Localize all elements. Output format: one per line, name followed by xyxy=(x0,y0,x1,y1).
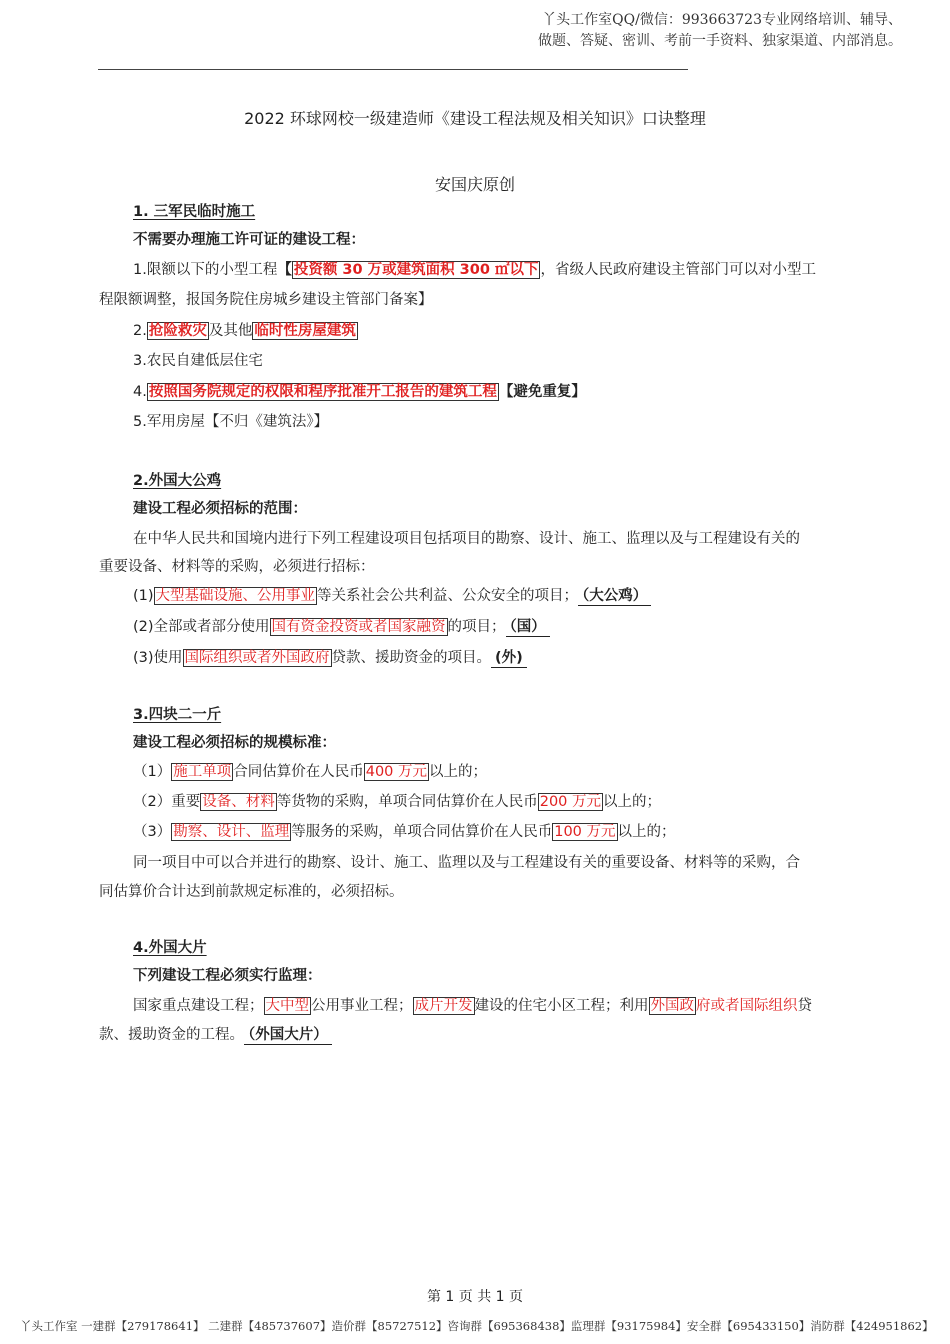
highlight-box: 大中型 xyxy=(265,998,309,1014)
item-text: (3)使用 xyxy=(133,650,183,666)
page-number: 第 1 页 共 1 页 xyxy=(426,1289,524,1305)
item-text: 贷 xyxy=(797,998,812,1014)
highlight-box: 抢险救灾 xyxy=(148,323,207,339)
section-3-heading: 3.四块二一斤 xyxy=(133,707,222,723)
item-text: 的项目； xyxy=(447,619,506,635)
section-2-heading: 2.外国大公鸡 xyxy=(133,473,222,489)
highlight-box: 临时性房屋建筑 xyxy=(254,323,356,339)
item-text: 建设的住宅小区工程；利用 xyxy=(474,998,649,1014)
item-text: (2)全部或者部分使用 xyxy=(133,619,270,635)
highlight-box: 施工单项 xyxy=(173,764,232,780)
item-note: 【避免重复】 xyxy=(498,384,586,400)
section-1-subheading: 不需要办理施工许可证的建设工程： xyxy=(133,232,365,248)
section-3-item-1 xyxy=(133,761,487,783)
item-text: 4. xyxy=(133,384,147,400)
section-3-subheading: 建设工程必须招标的规模标准： xyxy=(133,735,336,751)
highlight-box: 成片开发 xyxy=(414,998,473,1014)
footer-group-list: 丫头工作室 一建群【279178641】 二建群【485737607】造价群【85727512】咨询群【695368438】监理群【93175984】安全群【695433150】消防群【424951862】 xyxy=(20,1319,934,1333)
bracket-open: 【 xyxy=(277,262,292,278)
highlight-box: 投资额 30 万或建筑面积 300 ㎡以下 xyxy=(293,262,539,278)
section-2-subheading: 建设工程必须招标的范围： xyxy=(133,501,307,517)
item-text: 以上的； xyxy=(429,764,488,780)
section-1-item-4 xyxy=(133,381,586,403)
item-text: （3） xyxy=(133,824,172,840)
item-text: 款、援助资金的工程。 xyxy=(99,1027,244,1043)
item-text: 国家重点建设工程； xyxy=(133,998,264,1014)
section-2-item-2 xyxy=(133,616,550,638)
mnemonic-tag: （国） xyxy=(506,619,550,637)
highlight-box: 设备、材料 xyxy=(202,794,275,810)
section-1-heading: 1. 三军民临时施工 xyxy=(133,204,256,220)
item-text: 及其他 xyxy=(208,323,253,339)
item-text: 1.限额以下的小型工程 xyxy=(133,262,278,278)
mnemonic-tag: （大公鸡） xyxy=(578,588,651,606)
item-text: ，省级人民政府建设主管部门可以对小型工 xyxy=(540,262,816,278)
section-4-line-1 xyxy=(133,995,812,1017)
item-text: 以上的； xyxy=(617,824,676,840)
section-1-item-1 xyxy=(133,259,816,281)
item-text: (1) xyxy=(133,588,154,604)
section-3-paragraph-line-2: 同估算价合计达到前款规定标准的，必须招标。 xyxy=(99,884,404,900)
item-text: 等货物的采购，单项合同估算价在人民币 xyxy=(276,794,538,810)
mnemonic-tag: （外国大片） xyxy=(244,1027,332,1045)
section-4-subheading: 下列建设工程必须实行监理： xyxy=(133,968,322,984)
section-2-paragraph-line-1: 在中华人民共和国境内进行下列工程建设项目包括项目的勘察、设计、施工、监理以及与工程建设有关的 xyxy=(133,531,800,547)
item-text: 合同估算价在人民币 xyxy=(233,764,364,780)
highlight-text: 府或者国际组织 xyxy=(696,998,798,1014)
item-text: 公用事业工程； xyxy=(311,998,413,1014)
item-text: 贷款、援助资金的项目。 xyxy=(331,650,492,666)
header-promo-line-2: 做题、答疑、密训、考前一手资料、独家渠道、内部消息。 xyxy=(538,33,902,49)
section-4-line-2 xyxy=(99,1024,332,1046)
highlight-box: 国有资金投资或者国家融资 xyxy=(271,619,446,635)
section-1-item-3: 3.农民自建低层住宅 xyxy=(133,353,263,369)
header-divider xyxy=(98,69,688,70)
highlight-box: 外国政 xyxy=(650,998,694,1014)
section-1-item-5: 5.军用房屋【不归《建筑法》】 xyxy=(133,414,329,430)
amount-box: 200 万元 xyxy=(539,794,602,810)
item-text: （1） xyxy=(133,764,172,780)
section-3-item-3 xyxy=(133,821,676,843)
highlight-box: 按照国务院规定的权限和程序批准开工报告的建筑工程 xyxy=(148,384,497,400)
section-4-heading: 4.外国大片 xyxy=(133,940,207,956)
item-text: 2. xyxy=(133,323,147,339)
section-1-item-2 xyxy=(133,320,358,342)
amount-box: 400 万元 xyxy=(365,764,428,780)
highlight-box: 国际组织或者外国政府 xyxy=(184,650,330,666)
mnemonic-tag: (外) xyxy=(491,650,527,668)
item-text: 以上的； xyxy=(603,794,662,810)
section-2-item-3 xyxy=(133,647,527,669)
header-promo-line-1: 丫头工作室QQ/微信：993663723专业网络培训、辅导、 xyxy=(542,12,902,28)
item-text: 等服务的采购，单项合同估算价在人民币 xyxy=(291,824,553,840)
item-text: （2）重要 xyxy=(133,794,201,810)
item-text: 等关系社会公共利益、公众安全的项目； xyxy=(317,588,579,604)
highlight-box: 大型基础设施、公用事业 xyxy=(155,588,316,604)
section-3-item-2 xyxy=(133,791,661,813)
section-2-item-1 xyxy=(133,585,651,607)
section-1-item-1-cont: 程限额调整，报国务院住房城乡建设主管部门备案】 xyxy=(99,292,433,308)
section-3-paragraph-line-1: 同一项目中可以合并进行的勘察、设计、施工、监理以及与工程建设有关的重要设备、材料等的采购，合 xyxy=(133,855,800,871)
document-title: 2022 环球网校一级建造师《建设工程法规及相关知识》口诀整理 xyxy=(244,109,706,128)
highlight-box: 勘察、设计、监理 xyxy=(173,824,290,840)
document-author: 安国庆原创 xyxy=(434,175,515,194)
section-2-paragraph-line-2: 重要设备、材料等的采购，必须进行招标： xyxy=(99,559,375,575)
amount-box: 100 万元 xyxy=(554,824,616,840)
